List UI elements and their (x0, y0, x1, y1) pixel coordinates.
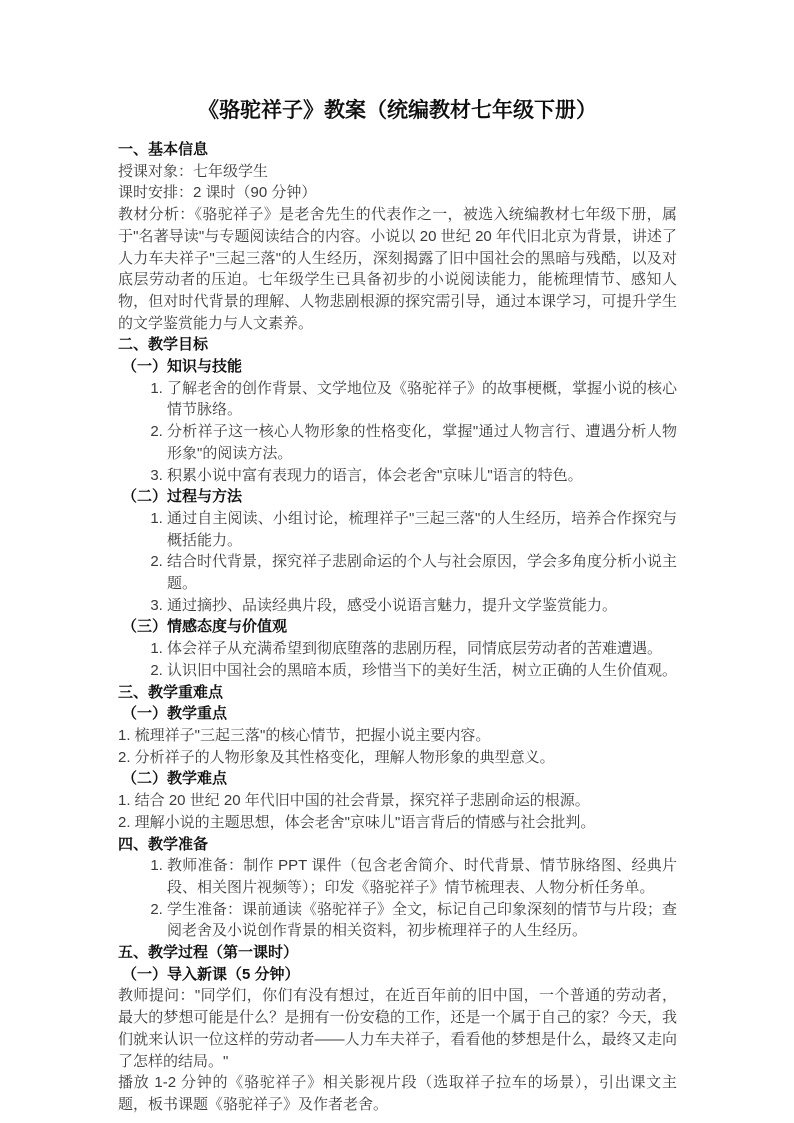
para-teaching-audience: 授课对象：七年级学生 (118, 162, 269, 180)
list-item: 1. 体会祥子从充满希望到彻底堕落的悲剧历程，同情底层劳动者的苦难遭遇。 (167, 638, 677, 660)
list-item: 2. 结合时代背景，探究祥子悲剧命运的个人与社会原因，学会多角度分析小说主题。 (167, 551, 677, 594)
para-difficult-point-1: 1. 结合 20 世纪 20 年代旧中国的社会背景，探究祥子悲剧命运的根源。 (118, 792, 590, 810)
para-teacher-question: 教师提问："同学们，你们有没有想过，在近百年前的旧中国，一个普通的劳动者，最大的梦想可能是什么？是拥有一份安稳的工作，还是一个属于自己的家？今天，我们就来认识一位这样的劳动者——人力车夫祥子，看看他的梦想是什么，最终又走向了怎样的结局。" (118, 987, 677, 1070)
section-heading-basic-info: 一、基本信息 (118, 141, 209, 158)
list-item: 3. 积累小说中富有表现力的语言，体会老舍"京味儿"语言的特色。 (167, 465, 677, 487)
para-difficult-point-2: 2. 理解小说的主题思想，体会老舍"京味儿"语言背后的情感与社会批判。 (118, 813, 596, 831)
list-knowledge-skills (118, 378, 677, 487)
list-emotion-values (118, 638, 677, 681)
para-key-point-1: 1. 梳理祥子"三起三落"的核心情节，把握小说主要内容。 (118, 726, 491, 744)
para-textbook-analysis: 教材分析：《骆驼祥子》是老舍先生的代表作之一，被选入统编教材七年级下册，属于"名著导读"与专题阅读结合的内容。小说以 20 世纪 20 年代旧北京为背景，讲述了人力车夫祥子"三起三落"的人生经历，深刻揭露了旧中国社会的黑暗与残酷，以及对底层劳动者的压迫。七年级学生已具备初步的小说阅读能力，能梳理情节、感知人物，但对时代背景的理解、人物悲剧根源的探究需引导，通过本课学习，可提升学生的文学鉴赏能力与人文素养。 (118, 206, 677, 332)
section-heading-teaching-process: 五、教学过程（第一课时） (118, 944, 299, 962)
subheading-teaching-key-points: （一）教学重点 (122, 705, 228, 723)
list-item: 2. 学生准备：课前通读《骆驼祥子》全文，标记自己印象深刻的情节与片段；查阅老舍及小说创作背景的相关资料，初步梳理祥子的人生经历。 (167, 899, 677, 942)
list-teaching-preparation (118, 855, 677, 942)
para-key-point-2: 2. 分析祥子的人物形象及其性格变化，理解人物形象的典型意义。 (118, 748, 555, 766)
para-class-schedule: 课时安排：2 课时（90 分钟） (118, 184, 317, 202)
list-item: 1. 通过自主阅读、小组讨论，梳理祥子"三起三落"的人生经历，培养合作探究与概括能力。 (167, 508, 677, 551)
list-item: 2. 分析祥子这一核心人物形象的性格变化，掌握"通过人物言行、遭遇分析人物形象"的阅读方法。 (167, 421, 677, 464)
list-item: 1. 教师准备：制作 PPT 课件（包含老舍简介、时代背景、情节脉络图、经典片段、相关图片视频等）；印发《骆驼祥子》情节梳理表、人物分析任务单。 (167, 855, 677, 898)
list-process-methods (118, 508, 677, 617)
list-item: 1. 了解老舍的创作背景、文学地位及《骆驼祥子》的故事梗概，掌握小说的核心情节脉络。 (167, 378, 677, 421)
document-title: 《骆驼祥子》教案（统编教材七年级下册） (198, 99, 597, 122)
subheading-teaching-difficult-points: （二）教学难点 (122, 770, 228, 788)
section-heading-teaching-preparation: 四、教学准备 (118, 835, 209, 853)
subheading-process-methods: （二）过程与方法 (122, 488, 243, 506)
section-heading-key-difficult-points: 三、教学重难点 (118, 683, 224, 701)
section-heading-teaching-goals: 二、教学目标 (118, 336, 209, 354)
para-video-clip: 播放 1-2 分钟的《骆驼祥子》相关影视片段（选取祥子拉车的场景），引出课文主题，板书课题《骆驼祥子》及作者老舍。 (118, 1074, 677, 1113)
list-item: 3. 通过摘抄、品读经典片段，感受小说语言魅力，提升文学鉴赏能力。 (167, 595, 677, 617)
subheading-emotion-values: （三）情感态度与价值观 (122, 618, 288, 636)
subheading-knowledge-skills: （一）知识与技能 (122, 358, 243, 376)
subheading-lesson-intro: （一）导入新课（5 分钟） (122, 965, 300, 983)
list-item: 2. 认识旧中国社会的黑暗本质，珍惜当下的美好生活，树立正确的人生价值观。 (167, 660, 677, 682)
